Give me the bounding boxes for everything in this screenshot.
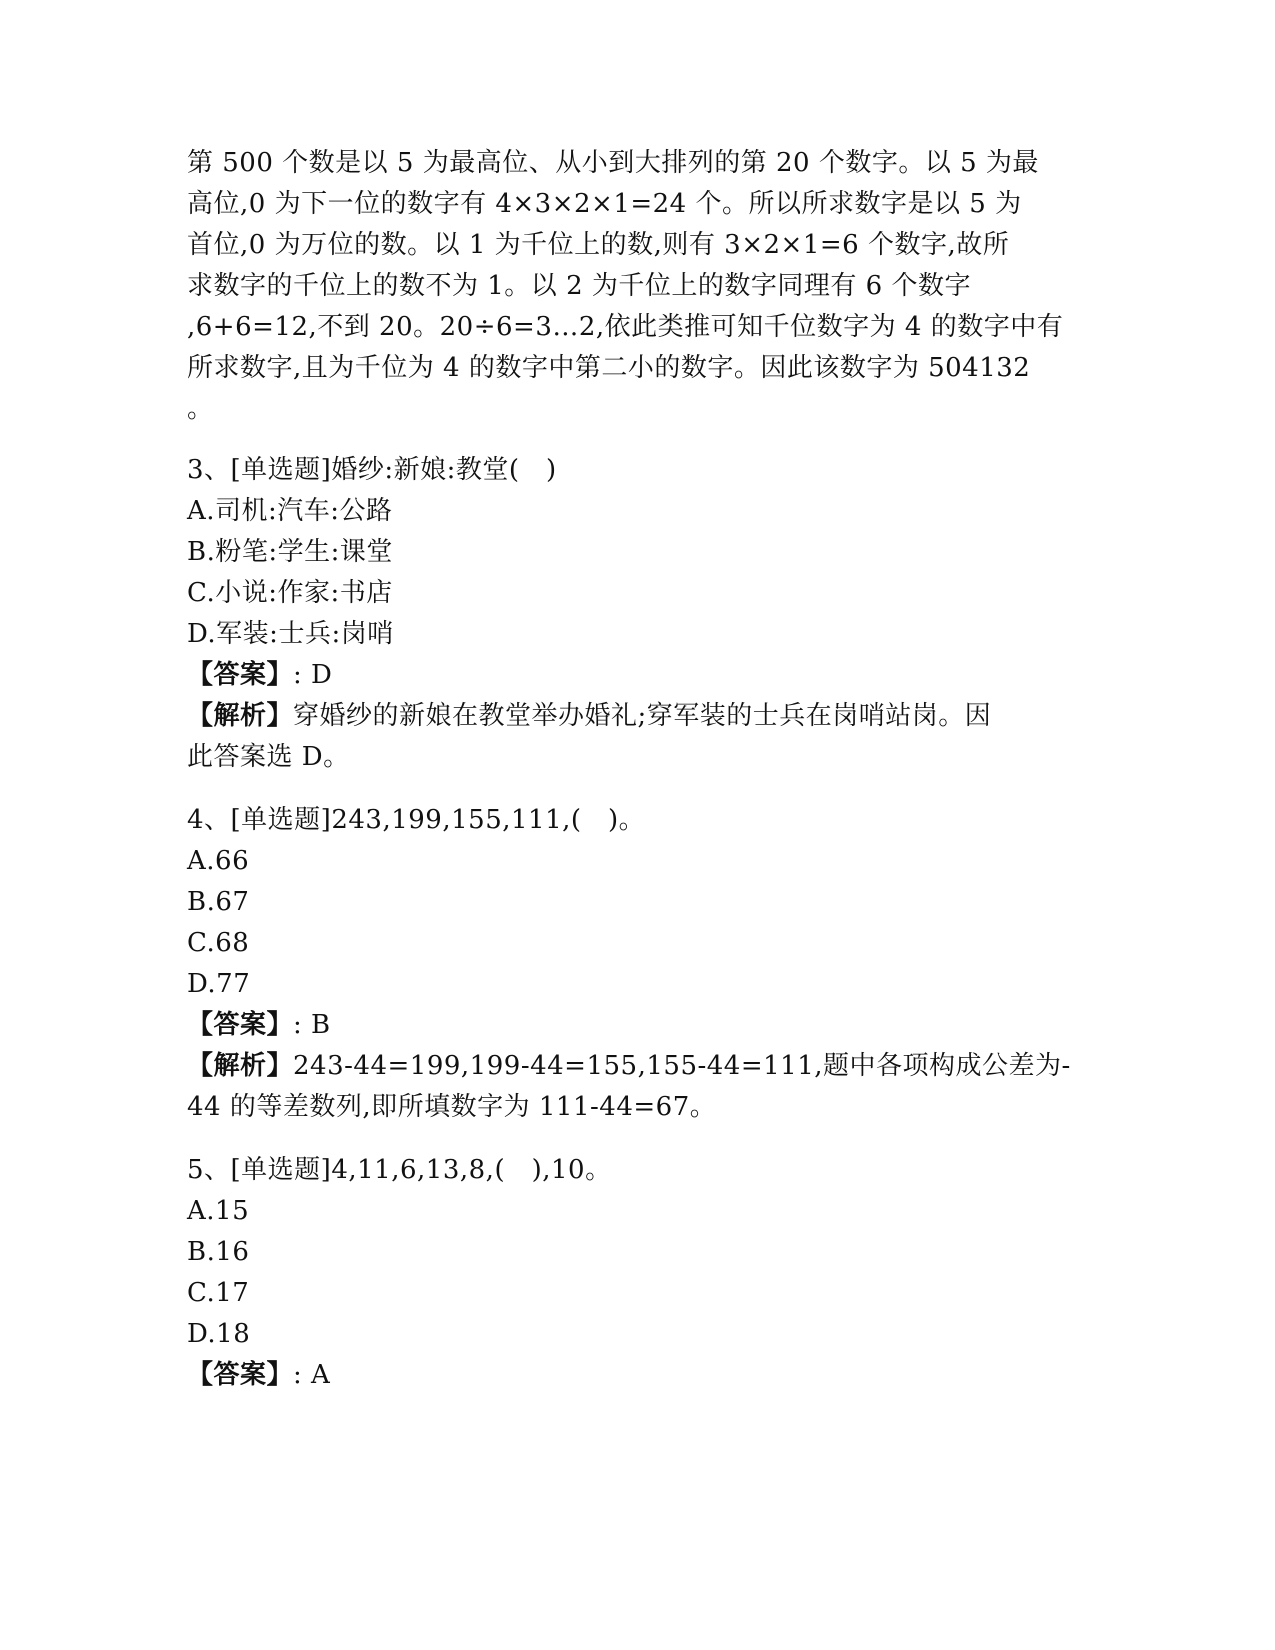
answer-label: 【答案】 [187, 1010, 294, 1040]
analysis-text: 44 的等差数列,即所填数字为 111-44=67。 [187, 1092, 717, 1122]
question-stem: 5、[单选题]4,11,6,13,8,( ),10。 [187, 1155, 612, 1185]
analysis-text: 穿婚纱的新娘在教堂举办婚礼;穿军装的士兵在岗哨站岗。因 [293, 701, 992, 731]
option-c: C.68 [187, 928, 250, 958]
option-a: A.66 [187, 846, 250, 876]
analysis-continuation-line: 首位,0 为万位的数。以 1 为千位上的数,则有 3×2×1=6 个数字,故所 [187, 230, 1010, 260]
answer-value: : B [293, 1010, 331, 1040]
option-c: C.小说:作家:书店 [187, 578, 393, 608]
analysis-continuation-line: ,6+6=12,不到 20。20÷6=3…2,依此类推可知千位数字为 4 的数字中有 [187, 312, 1064, 342]
option-b: B.67 [187, 887, 250, 917]
answer-line [187, 1008, 331, 1042]
answer-value: : A [293, 1360, 331, 1390]
analysis-line [187, 1049, 1071, 1083]
question-stem: 3、[单选题]婚纱:新娘:教堂( ) [187, 455, 557, 485]
option-b: B.粉笔:学生:课堂 [187, 537, 393, 567]
answer-value: : D [293, 660, 333, 690]
option-d: D.77 [187, 969, 251, 999]
answer-label: 【答案】 [187, 1360, 294, 1390]
option-d: D.18 [187, 1319, 251, 1349]
option-b: B.16 [187, 1237, 250, 1267]
answer-line [187, 658, 332, 692]
analysis-continuation-line: 。 [187, 394, 214, 424]
analysis-label: 【解析】 [187, 1051, 294, 1081]
question-stem: 4、[单选题]243,199,155,111,( )。 [187, 805, 646, 835]
analysis-label: 【解析】 [187, 701, 294, 731]
analysis-continuation-line: 第 500 个数是以 5 为最高位、从小到大排列的第 20 个数字。以 5 为最 [187, 148, 1039, 178]
analysis-text: 243-44=199,199-44=155,155-44=111,题中各项构成公差为- [293, 1051, 1071, 1081]
option-a: A.15 [187, 1196, 250, 1226]
analysis-continuation-line: 高位,0 为下一位的数字有 4×3×2×1=24 个。所以所求数字是以 5 为 [187, 189, 1022, 219]
option-d: D.军装:士兵:岗哨 [187, 619, 394, 649]
answer-line [187, 1358, 330, 1392]
analysis-text: 此答案选 D。 [187, 742, 350, 772]
option-a: A.司机:汽车:公路 [187, 496, 393, 526]
analysis-line [187, 699, 991, 733]
option-c: C.17 [187, 1278, 250, 1308]
answer-label: 【答案】 [187, 660, 294, 690]
analysis-continuation-line: 所求数字,且为千位为 4 的数字中第二小的数字。因此该数字为 504132 [187, 353, 1031, 383]
analysis-continuation-line: 求数字的千位上的数不为 1。以 2 为千位上的数字同理有 6 个数字 [187, 271, 971, 301]
